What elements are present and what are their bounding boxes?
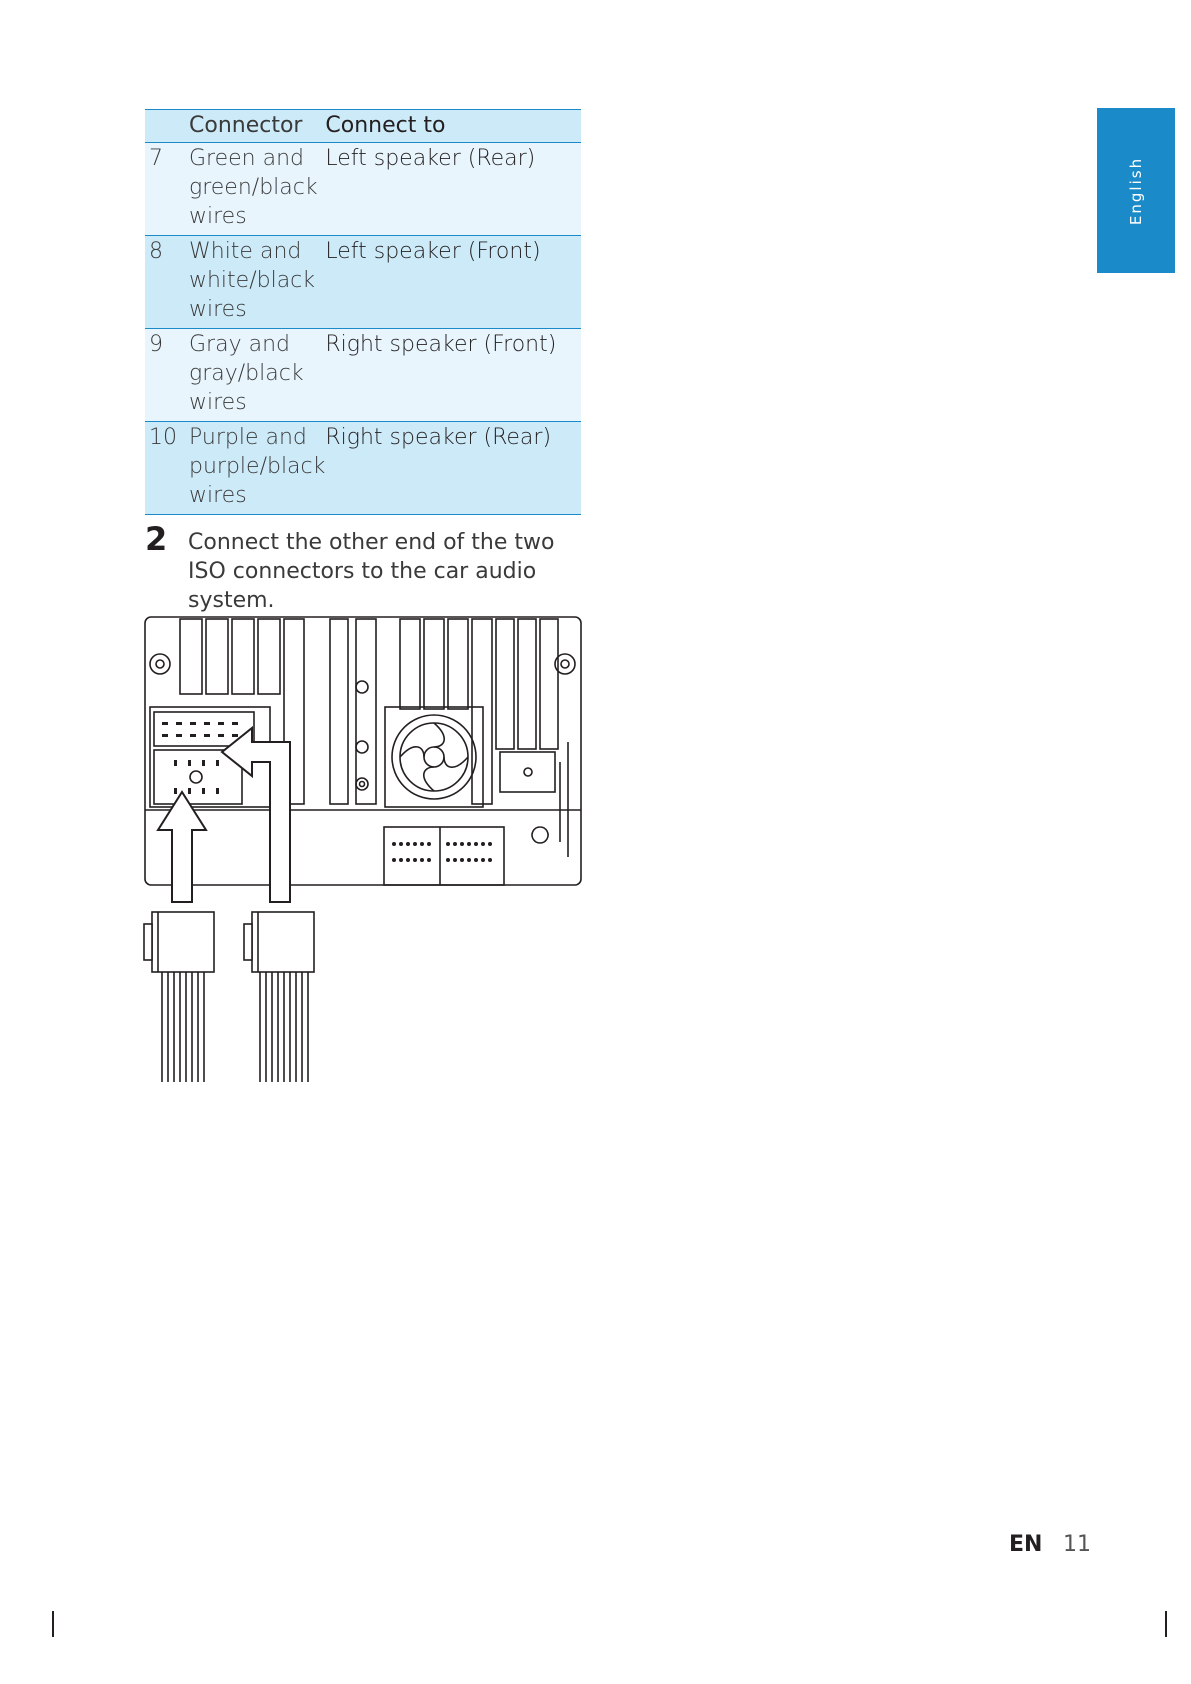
row-number: 7	[145, 143, 189, 236]
table-header-row	[145, 110, 581, 143]
row-connector: White and white/black wires	[189, 236, 325, 329]
row-number: 8	[145, 236, 189, 329]
footer-language: EN	[1009, 1532, 1043, 1557]
row-connect-to: Right speaker (Front)	[325, 329, 581, 422]
step-text: Connect the other end of the two ISO connectors to the car audio system.	[188, 530, 555, 613]
step-number: 2	[145, 520, 168, 558]
row-connector: Gray and gray/black wires	[189, 329, 325, 422]
language-tab	[1097, 108, 1175, 273]
header-connect-to: Connect to	[325, 110, 581, 143]
antenna-jack	[500, 752, 555, 792]
crop-mark-right	[1165, 1611, 1167, 1637]
iso-plug-left	[144, 912, 214, 1082]
panel-screw	[356, 741, 368, 753]
iso-plug-right	[244, 912, 314, 1082]
table-row	[145, 143, 581, 236]
arrow-bent	[222, 728, 290, 902]
table-row	[145, 236, 581, 329]
table-row	[145, 329, 581, 422]
row-connect-to: Left speaker (Front)	[325, 236, 581, 329]
row-connector: Purple and purple/black wires	[189, 422, 325, 515]
mount-screw-left	[150, 654, 170, 674]
row-connector: Green and green/black wires	[189, 143, 325, 236]
iso-connector-diagram	[140, 612, 590, 1092]
unit-chassis	[145, 617, 581, 885]
panel-screw	[356, 681, 368, 693]
row-connect-to: Left speaker (Rear)	[325, 143, 581, 236]
panel-screw	[356, 778, 368, 790]
language-tab-label: English	[1127, 156, 1145, 225]
page-number: 11	[1063, 1532, 1091, 1557]
header-connector: Connector	[189, 110, 325, 143]
row-connect-to: Right speaker (Rear)	[325, 422, 581, 515]
row-number: 10	[145, 422, 189, 515]
multi-pin-port	[384, 827, 504, 885]
crop-mark-left	[52, 1611, 54, 1637]
header-number	[145, 110, 189, 143]
row-number: 9	[145, 329, 189, 422]
table-row	[145, 422, 581, 515]
connector-table	[145, 109, 581, 515]
